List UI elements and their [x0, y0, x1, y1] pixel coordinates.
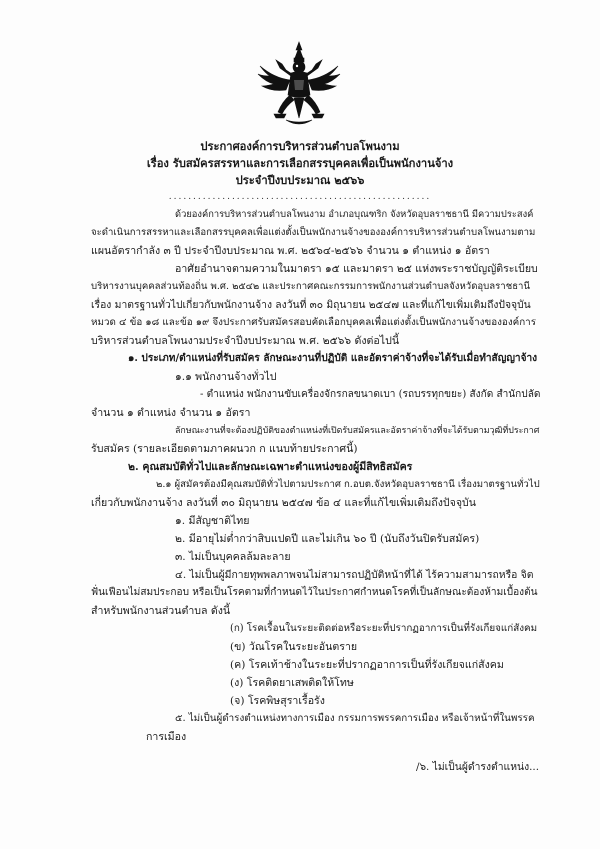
- header-divider: ......................................................: [168, 192, 432, 202]
- section-2-1-line-2: เกี่ยวกับพนักงานจ้าง ลงวันที่ ๓๐ มิถุนายน ๒๕๔๗ ข้อ ๔ และที่แก้ไขเพิ่มเติมถึงปัจจุบัน: [91, 497, 476, 509]
- intro-line-1: ด้วยองค์การบริหารส่วนตำบลโพนงาม อำเภอบุณฑริก จังหวัดอุบลราชธานี มีความประสงค์: [175, 209, 534, 220]
- qualification-item: ๓. ไม่เป็นบุคคลล้มละลาย: [175, 551, 291, 563]
- announcement-org: ประกาศองค์การบริหารส่วนตำบลโพนงาม: [200, 139, 400, 153]
- garuda-emblem-icon: [256, 40, 342, 132]
- qualification-item-5-line-2: การเมือง: [146, 731, 187, 743]
- section-2-1-line-1: ๒.๑ ผู้สมัครต้องมีคุณสมบัติทั่วไปตามประกาศ ก.อบต.จังหวัดอุบลราชธานี เรื่องมาตรฐานทั่วไป: [156, 479, 540, 490]
- qualification-item-4-line-1: ๔. ไม่เป็นผู้มีกายทุพพลภาพจนไม่สามารถปฏิบัติหน้าที่ได้ ไร้ความสามารถหรือ จิต: [175, 569, 534, 581]
- authority-line-4: หมวด ๔ ข้อ ๑๘ และข้อ ๑๙ จึงประกาศรับสมัครสอบคัดเลือกบุคคลเพื่อแต่งตั้งเป็นพนักงานจ้างขององค์การ: [91, 317, 536, 328]
- authority-line-5: บริหารส่วนตำบลโพนงามประจำปีงบประมาณ พ.ศ. ๒๕๖๖ ดังต่อไปนี้: [91, 335, 400, 347]
- disease-item: (จ) โรคพิษสุราเรื้อรัง: [230, 695, 325, 707]
- authority-line-3: เรื่อง มาตรฐานทั่วไปเกี่ยวกับพนักงานจ้าง ลงวันที่ ๓๐ มิถุนายน ๒๕๔๗ และที่แก้ไขเพิ่มเติมถึงปัจจุบัน: [91, 299, 531, 311]
- position-detail: - ตำแหน่ง พนักงานขับเครื่องจักรกลขนาดเบา (รถบรรทุกขยะ) สังกัด สำนักปลัด: [200, 389, 541, 400]
- authority-line-1: อาศัยอำนาจตามความในมาตรา ๑๕ และมาตรา ๒๕ แห่งพระราชบัญญัติระเบียบ: [175, 263, 538, 275]
- intro-line-2: จะดำเนินการสรรหาและเลือกสรรบุคคลเพื่อแต่งตั้งเป็นพนักงานจ้างขององค์การบริหารส่วนตำบลโพนงามตาม: [91, 227, 536, 238]
- disease-item: (ค) โรคเท้าช้างในระยะที่ปรากฏอาการเป็นที่รังเกียจแก่สังคม: [230, 659, 504, 671]
- continued-marker: /๖. ไม่เป็นผู้ดำรงตำแหน่ง...: [416, 761, 540, 773]
- qualification-item-5-line-1: ๕. ไม่เป็นผู้ดำรงตำแหน่งทางการเมือง กรรมการพรรคการเมือง หรือเจ้าหน้าที่ในพรรค: [175, 713, 535, 724]
- disease-item: (ก) โรคเรื้อนในระยะติดต่อหรือระยะที่ปรากฏอาการเป็นที่รังเกียจแก่สังคม: [230, 623, 538, 634]
- qualification-item: ๒. มีอายุไม่ต่ำกว่าสิบแปดปี และไม่เกิน ๖๐ ปี (นับถึงวันปิดรับสมัคร): [175, 533, 480, 545]
- announcement-subject: เรื่อง รับสมัครสรรหาและการเลือกสรรบุคคลเพื่อเป็นพนักงานจ้าง: [146, 156, 454, 170]
- section-2-title: ๒. คุณสมบัติทั่วไปและลักษณะเฉพาะตำแหน่งของผู้มีสิทธิสมัคร: [128, 461, 413, 473]
- duty-line-2: รับสมัคร (รายละเอียดตามภาคผนวก ก แนบท้ายประกาศนี้): [91, 443, 358, 455]
- qualification-item-4-line-2: ฟั่นเฟือนไม่สมประกอบ หรือเป็นโรคตามที่กำหนดไว้ในประกาศกำหนดโรคที่เป็นลักษณะต้องห้ามเบื้องต้น: [91, 587, 538, 598]
- position-count: จำนวน ๑ ตำแหน่ง จำนวน ๑ อัตรา: [91, 407, 251, 419]
- authority-line-2: บริหารงานบุคคลส่วนท้องถิ่น พ.ศ. ๒๕๔๒ และประกาศคณะกรรมการพนักงานส่วนตำบลจังหวัดอุบลราชธานี: [91, 281, 531, 292]
- qualification-item: ๑. มีสัญชาติไทย: [175, 515, 250, 527]
- disease-item: (ง) โรคติดยาเสพติดให้โทษ: [230, 677, 354, 689]
- section-1-1-heading: ๑.๑ พนักงานจ้างทั่วไป: [175, 371, 277, 383]
- section-1-title: ๑. ประเภท/ตำแหน่งที่รับสมัคร ลักษณะงานที่ปฏิบัติ และอัตราค่าจ้างที่จะได้รับเมื่อทำสัญญาจ้าง: [128, 353, 538, 364]
- disease-item: (ข) วัณโรคในระยะอันตราย: [230, 641, 358, 653]
- duty-line-1: ลักษณะงานที่จะต้องปฏิบัติของตำแหน่งที่เปิดรับสมัครและอัตราค่าจ้างที่จะได้รับตามวุฒิที่ประกาศ: [175, 426, 540, 436]
- announcement-fiscal-year: ประจำปีงบประมาณ ๒๕๖๖: [235, 173, 365, 187]
- intro-line-3: แผนอัตรากำลัง ๓ ปี ประจำปีงบประมาณ พ.ศ. ๒๕๖๔-๒๕๖๖ จำนวน ๑ ตำแหน่ง ๑ อัตรา: [91, 245, 490, 257]
- qualification-item-4-line-3: สำหรับพนักงานส่วนตำบล ดังนี้: [91, 605, 231, 617]
